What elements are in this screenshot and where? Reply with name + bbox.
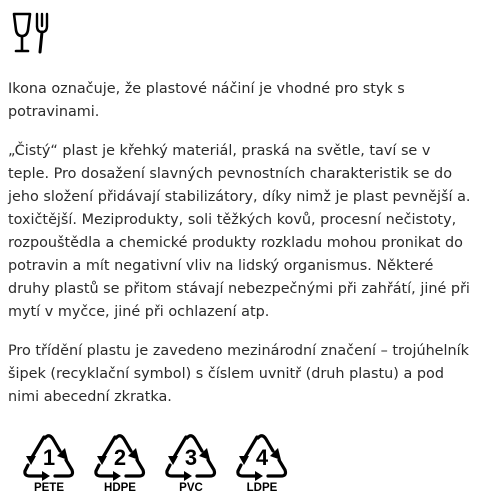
plastic-type-number: 1 — [42, 445, 56, 470]
paragraph-food-safe: Ikona označuje, že plastové náčiní je vhodné pro styk s potravinami. — [8, 81, 405, 120]
plastic-type-abbreviation: LDPE — [246, 482, 278, 494]
plastic-type-number: 4 — [255, 445, 269, 470]
recycling-code-3 — [162, 432, 220, 496]
paragraph-recycling-marking: Pro třídění plastu je zavedeno mezinárodní značení – trojúhelník šipek (recyklační symbol) s číslem uvnitř (druh plastu) a pod nimi abecední zkratka. — [8, 343, 469, 405]
recycling-code-2 — [91, 432, 149, 496]
paragraph-plastic-toxicity: „Čistý“ plast je křehký materiál, praská na světle, taví se v teple. Pro dosažení slavných pevnostních charakteristik se do jeho složení přidávají stabilizátory, díky nimž je plast pevnější a. toxičtější. Meziprodukty, soli těžkých kovů, procesní nečistoty, rozpouštědla a chemické produkty rozkladu mohou pronikat do potravin a mít negativní vliv na lidský organismus. Některé druhy plastů se přitom stávají nebezpečnými při zahřátí, jiné při mytí v myčce, jiné při ochlazení atp. — [8, 143, 471, 320]
recycling-codes-row — [20, 432, 320, 496]
recycling-code-1 — [20, 432, 78, 496]
article-body — [8, 78, 474, 425]
plastic-type-number: 2 — [113, 445, 127, 470]
plastic-type-abbreviation: PETE — [33, 482, 65, 494]
plastic-type-abbreviation: PVC — [179, 482, 203, 494]
plastic-type-abbreviation: HDPE — [104, 482, 136, 494]
plastic-type-number: 3 — [184, 445, 198, 470]
glass-and-fork-icon — [12, 12, 52, 56]
recycling-code-4 — [233, 432, 291, 496]
